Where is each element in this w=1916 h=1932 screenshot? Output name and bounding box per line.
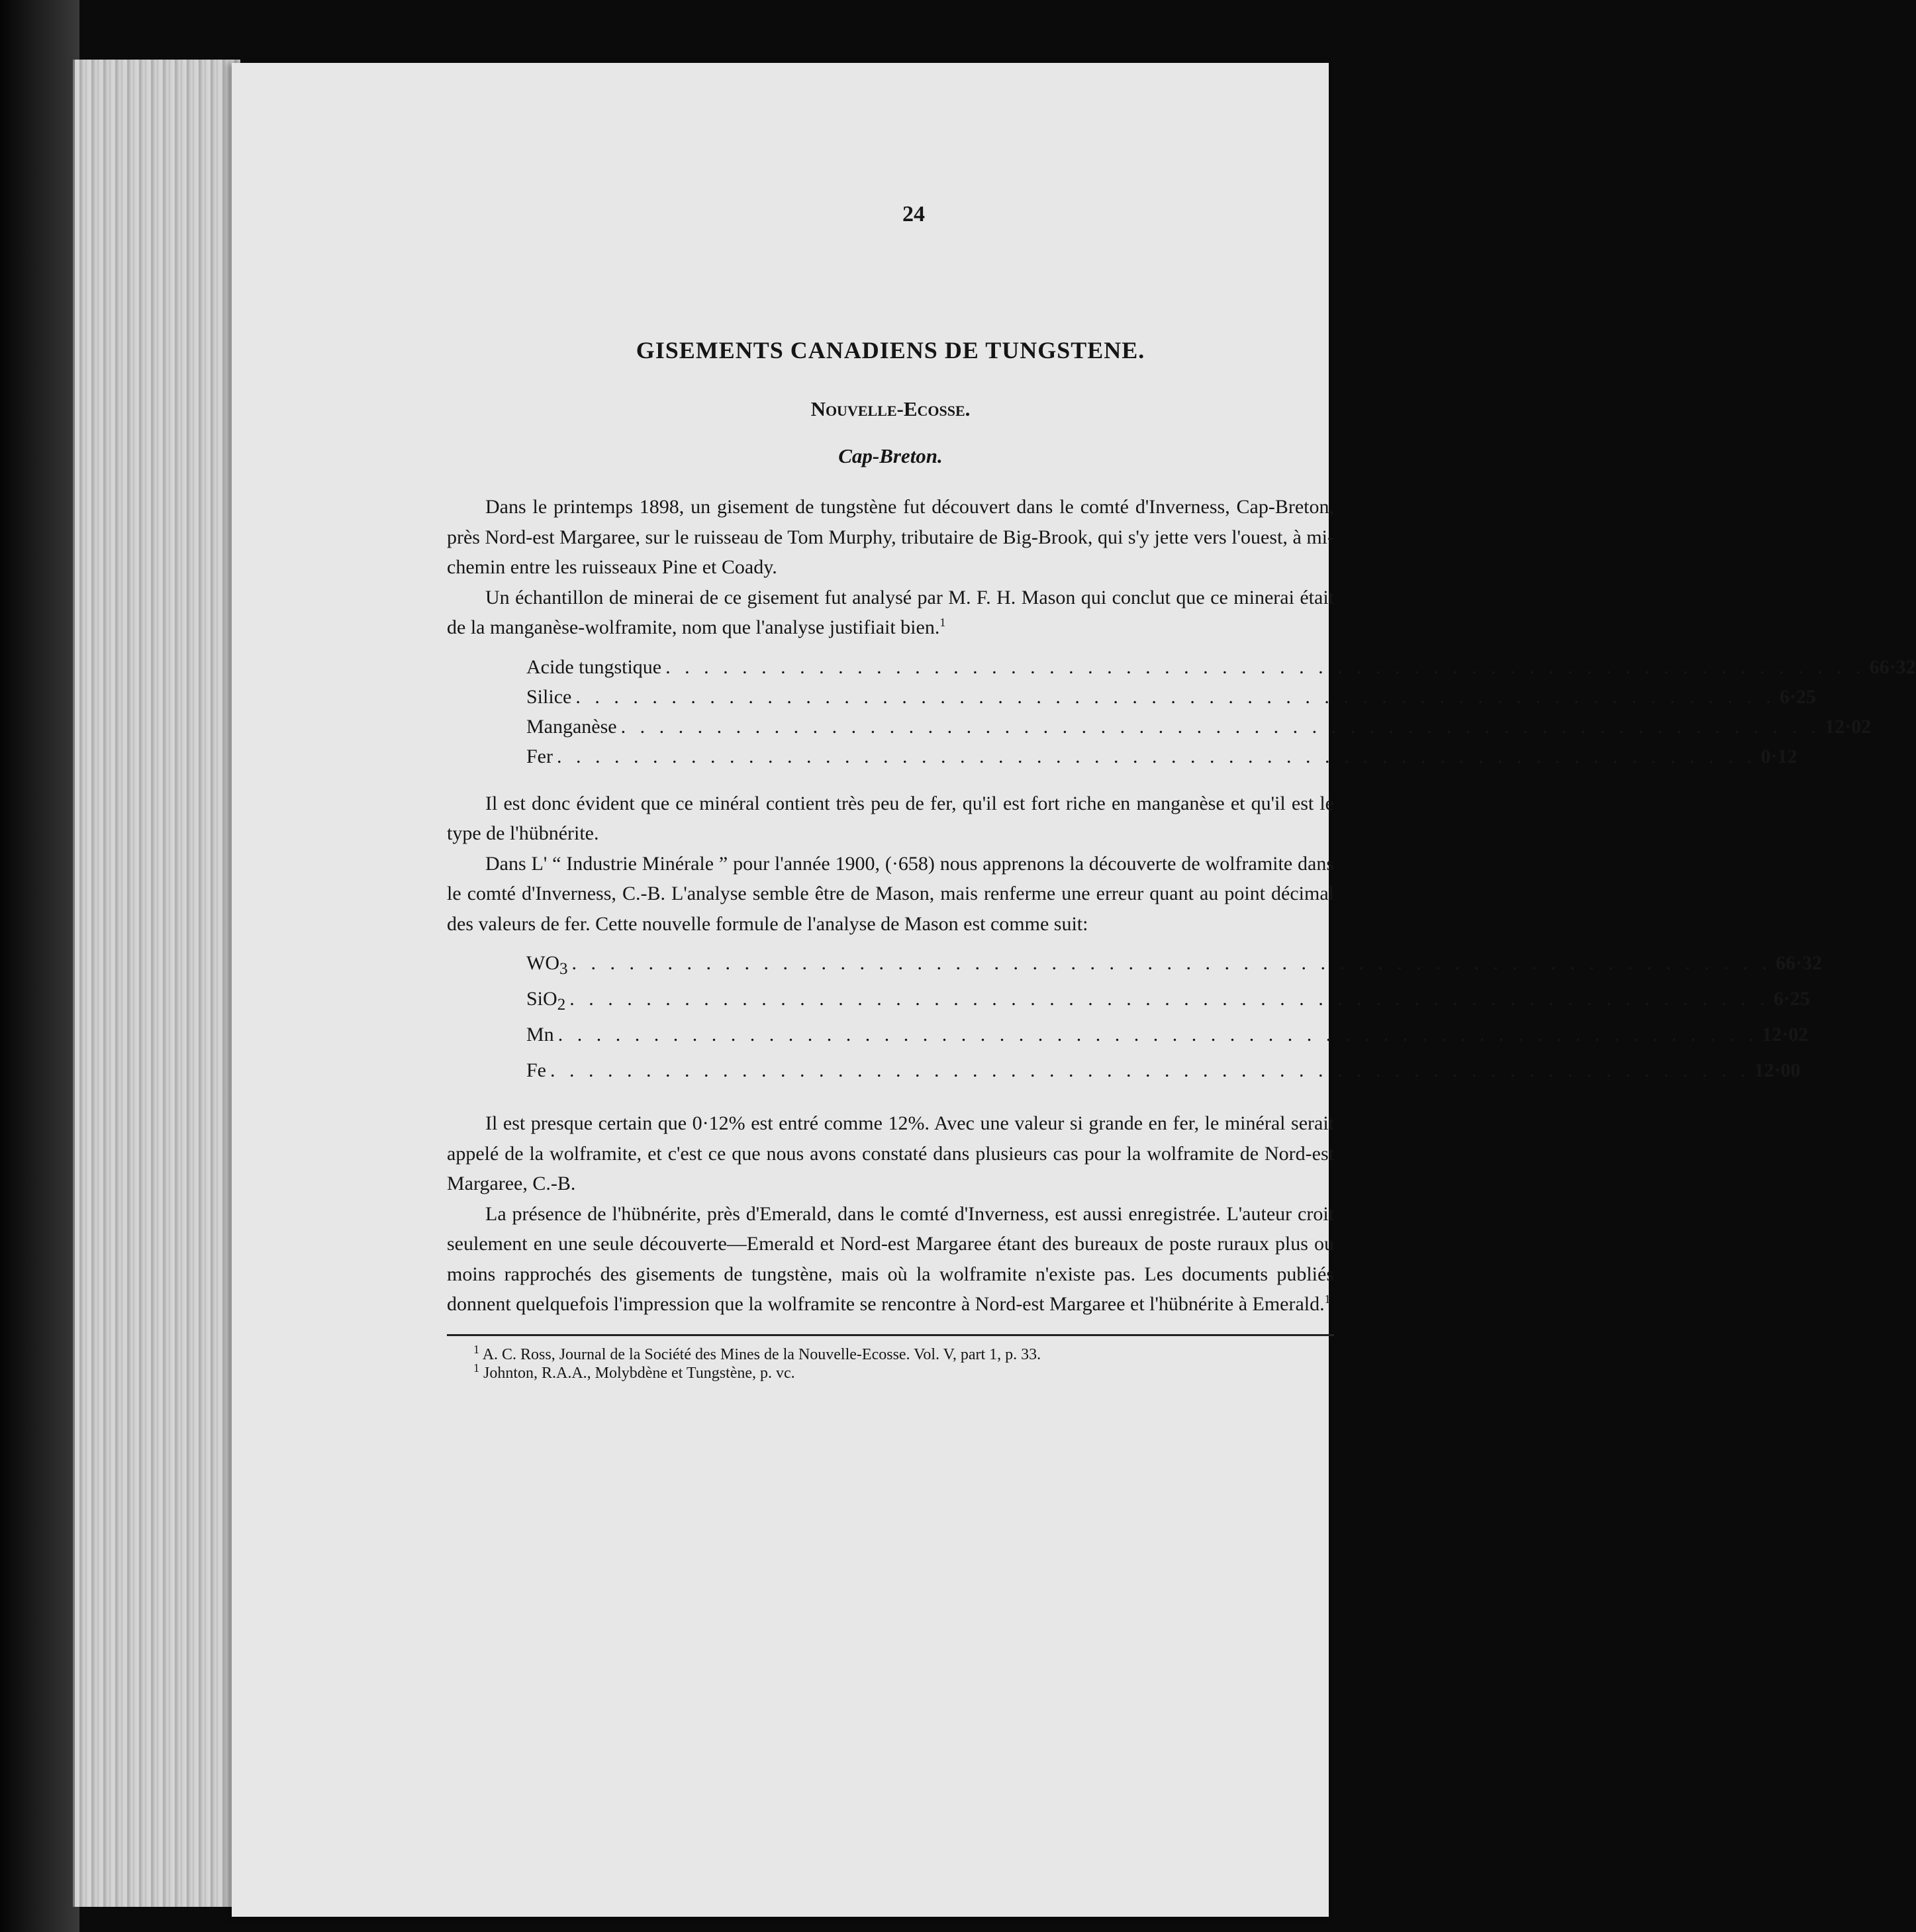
paragraph-6: La présence de l'hübnérite, près d'Emerald, dans le comté d'Inverness, est aussi enregistrée. L'auteur croit seulement en une seule découverte—Emerald et Nord-est Margaree étant des bureaux de poste ruraux plus ou moins rapprochés des gisements de tungstène, mais où la wolframite n'existe pas. Les documents publiés donnent quelquefois l'impression que la wolframite se rencontre à Nord-est Margaree et l'hübnérite à Emerald.$^1$ — [447, 1202, 1334, 1315]
analysis-value: 6·25 — [1779, 685, 1816, 708]
analysis-row — [526, 712, 1872, 742]
analysis-label: Acide tungstique — [526, 655, 662, 678]
footnote-ref: 1 — [1324, 1292, 1331, 1306]
book-page — [232, 63, 1916, 1917]
analysis-value: 12·02 — [1825, 715, 1872, 738]
analysis-label: Silice — [526, 685, 572, 708]
formula-label: Mn — [526, 1024, 554, 1045]
analysis-value: 6·25 — [1773, 988, 1810, 1010]
analysis-table-2 — [526, 948, 1822, 1091]
page-number: 24 — [902, 202, 925, 226]
formula-label: Fe — [526, 1059, 546, 1081]
analysis-row — [526, 682, 1816, 712]
analysis-label: Manganèse — [526, 715, 617, 738]
analysis-value: 66·32 — [1775, 952, 1822, 974]
paragraph-5: Il est presque certain que 0·12% est entré comme 12%. Avec une valeur si grande en fer, le minéral serait appelé de la wolframite, et c'est ce que nous avons constaté dans plusieurs cas pour la wolframite de Nord-est Margaree, C.-B. — [447, 1112, 1334, 1194]
analysis-value: 0·12 — [1760, 745, 1797, 767]
paragraph-4: Dans L' “ Industrie Minérale ” pour l'année 1900, (·658) nous apprenons la découverte de wolframite dans le comté d'Inverness, C.-B. L'analyse semble être de Mason, mais renferme une erreur quant au point décimal des valeurs de fer. Cette nouvelle formule de l'analyse de Mason est comme suit: — [447, 852, 1334, 935]
analysis-row — [526, 1055, 1801, 1091]
paragraph-1: Dans le printemps 1898, un gisement de tungstène fut découvert dans le comté d'Inverness, Cap-Breton, près Nord-est Margaree, sur le ruisseau de Tom Murphy, tributaire de Big-Brook, qui s'y jette vers l'ouest, à mi-chemin entre les ruisseaux Pine et Coady. — [447, 496, 1334, 578]
footnote-ref: 1 — [939, 616, 946, 629]
analysis-label: Fer — [526, 745, 553, 767]
formula-label: $WO_3$ — [526, 952, 568, 978]
analysis-row — [526, 652, 1916, 682]
footnote-2: $^1$ Johnton, R.A.A., Molybdène et Tungstène, p. vc. — [473, 1361, 795, 1382]
analysis-row — [526, 742, 1797, 771]
footnote-divider — [447, 1334, 1334, 1336]
analysis-row — [526, 948, 1822, 984]
analysis-row — [526, 1020, 1809, 1055]
region-heading: Nouvelle-Ecosse. — [810, 397, 971, 420]
scan-dark-edge — [0, 0, 79, 1932]
page-title: GISEMENTS CANADIENS DE TUNGSTENE. — [636, 337, 1145, 363]
analysis-row — [526, 984, 1810, 1020]
footnote-1: $^1$ A. C. Ross, Journal de la Société des Mines de la Nouvelle-Ecosse. Vol. V, part 1, p. 33. — [473, 1342, 1041, 1363]
analysis-value: 12·02 — [1762, 1024, 1809, 1045]
analysis-value: 12·00 — [1754, 1059, 1801, 1081]
analysis-table-1 — [526, 652, 1916, 771]
paragraph-2: Un échantillon de minerai de ce gisement fut analysé par M. F. H. Mason qui conclut que ce minerai était de la manganèse-wolframite, nom que l'analyse justifiait bien.$^1$ — [447, 586, 1334, 638]
stacked-page-edges — [73, 60, 240, 1907]
paragraph-3: Il est donc évident que ce minéral contient très peu de fer, qu'il est fort riche en manganèse et qu'il est le type de l'hübnérite. — [447, 792, 1334, 844]
formula-label: SiO$_2$ — [526, 988, 566, 1014]
analysis-value: 66·32 — [1869, 655, 1916, 678]
page-content — [447, 202, 1916, 1382]
subregion-heading: Cap-Breton. — [838, 444, 943, 467]
